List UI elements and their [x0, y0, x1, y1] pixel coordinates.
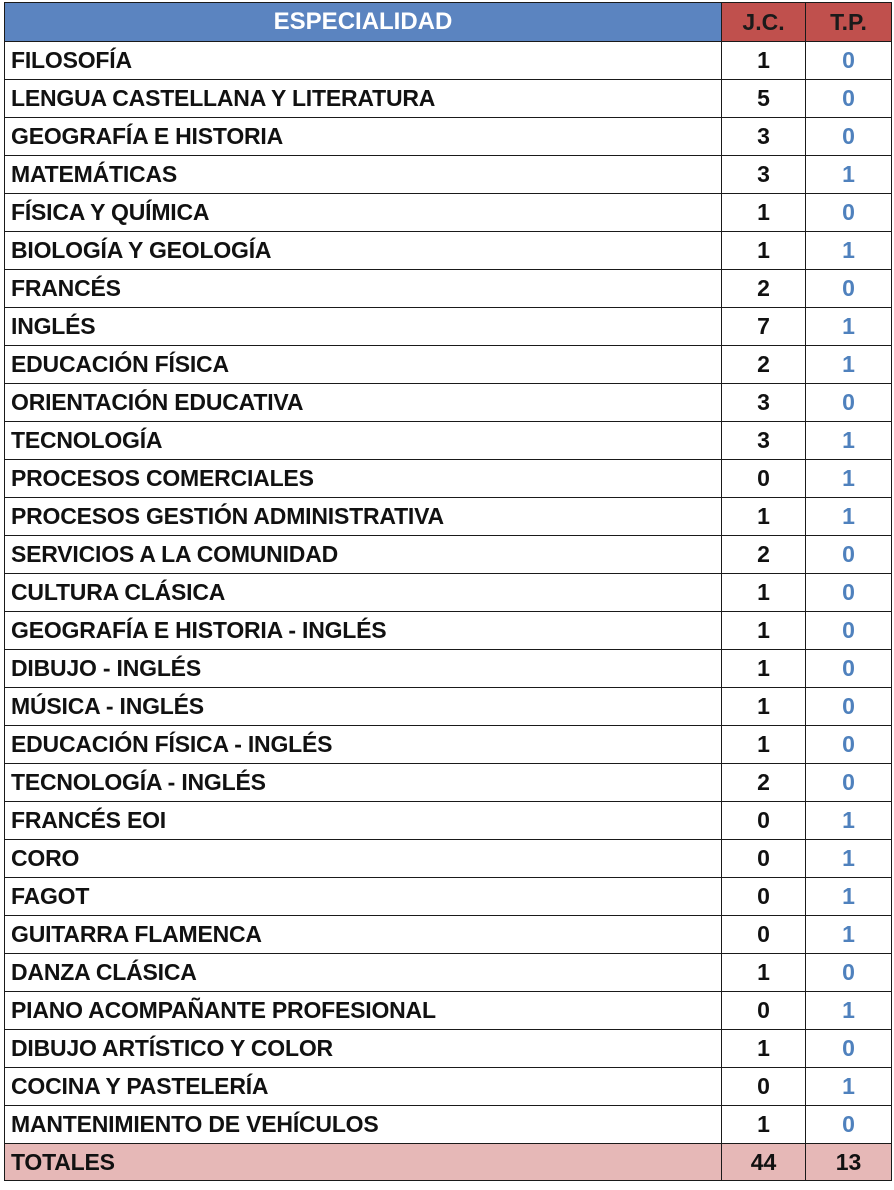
especialidad-table: [4, 2, 892, 1181]
especialidad-cell: INGLÉS: [5, 308, 722, 346]
table-row: [5, 916, 892, 954]
jc-cell: 2: [722, 536, 806, 574]
table-row: [5, 384, 892, 422]
tp-cell: 0: [806, 118, 892, 156]
table-row: [5, 80, 892, 118]
table-row: [5, 422, 892, 460]
jc-cell: 3: [722, 384, 806, 422]
table-row: [5, 726, 892, 764]
especialidad-cell: PROCESOS GESTIÓN ADMINISTRATIVA: [5, 498, 722, 536]
table-row: [5, 650, 892, 688]
especialidad-cell: ORIENTACIÓN EDUCATIVA: [5, 384, 722, 422]
jc-cell: 7: [722, 308, 806, 346]
tp-cell: 0: [806, 536, 892, 574]
jc-cell: 2: [722, 764, 806, 802]
especialidad-cell: DIBUJO - INGLÉS: [5, 650, 722, 688]
tp-cell: 1: [806, 840, 892, 878]
table-body: [5, 42, 892, 1144]
jc-cell: 2: [722, 270, 806, 308]
jc-cell: 0: [722, 916, 806, 954]
jc-cell: 1: [722, 232, 806, 270]
jc-cell: 0: [722, 992, 806, 1030]
jc-cell: 0: [722, 802, 806, 840]
tp-cell: 1: [806, 916, 892, 954]
jc-cell: 1: [722, 194, 806, 232]
table-row: [5, 954, 892, 992]
especialidad-cell: TECNOLOGÍA - INGLÉS: [5, 764, 722, 802]
totals-jc: 44: [722, 1144, 806, 1181]
jc-cell: 0: [722, 878, 806, 916]
especialidad-cell: TECNOLOGÍA: [5, 422, 722, 460]
table-row: [5, 840, 892, 878]
table-row: [5, 536, 892, 574]
table-row: [5, 1068, 892, 1106]
tp-cell: 1: [806, 156, 892, 194]
especialidad-cell: GUITARRA FLAMENCA: [5, 916, 722, 954]
especialidad-cell: PROCESOS COMERCIALES: [5, 460, 722, 498]
especialidad-cell: CORO: [5, 840, 722, 878]
jc-cell: 0: [722, 840, 806, 878]
table-row: [5, 612, 892, 650]
tp-cell: 1: [806, 992, 892, 1030]
tp-cell: 0: [806, 764, 892, 802]
jc-cell: 1: [722, 612, 806, 650]
tp-cell: 0: [806, 726, 892, 764]
jc-cell: 1: [722, 726, 806, 764]
jc-cell: 1: [722, 1106, 806, 1144]
jc-cell: 1: [722, 498, 806, 536]
especialidad-cell: FRANCÉS: [5, 270, 722, 308]
totals-row: [5, 1144, 892, 1181]
jc-cell: 2: [722, 346, 806, 384]
table-row: [5, 992, 892, 1030]
especialidad-cell: GEOGRAFÍA E HISTORIA: [5, 118, 722, 156]
jc-cell: 3: [722, 422, 806, 460]
totals-label: TOTALES: [5, 1144, 722, 1181]
especialidad-cell: EDUCACIÓN FÍSICA: [5, 346, 722, 384]
especialidad-cell: COCINA Y PASTELERÍA: [5, 1068, 722, 1106]
jc-cell: 1: [722, 574, 806, 612]
tp-cell: 0: [806, 42, 892, 80]
especialidad-cell: MATEMÁTICAS: [5, 156, 722, 194]
header-jc: J.C.: [722, 3, 806, 42]
table-row: [5, 498, 892, 536]
tp-cell: 1: [806, 498, 892, 536]
table-row: [5, 802, 892, 840]
jc-cell: 3: [722, 118, 806, 156]
jc-cell: 0: [722, 1068, 806, 1106]
especialidad-cell: CULTURA CLÁSICA: [5, 574, 722, 612]
table-row: [5, 118, 892, 156]
tp-cell: 0: [806, 80, 892, 118]
especialidad-cell: MÚSICA - INGLÉS: [5, 688, 722, 726]
header-especialidad: ESPECIALIDAD: [5, 3, 722, 42]
table-row: [5, 1030, 892, 1068]
jc-cell: 1: [722, 42, 806, 80]
table-row: [5, 194, 892, 232]
especialidad-cell: FRANCÉS EOI: [5, 802, 722, 840]
tp-cell: 0: [806, 194, 892, 232]
jc-cell: 1: [722, 1030, 806, 1068]
table-row: [5, 460, 892, 498]
especialidad-cell: FAGOT: [5, 878, 722, 916]
tp-cell: 1: [806, 878, 892, 916]
jc-cell: 1: [722, 954, 806, 992]
tp-cell: 0: [806, 954, 892, 992]
table-row: [5, 878, 892, 916]
tp-cell: 0: [806, 384, 892, 422]
header-tp: T.P.: [806, 3, 892, 42]
tp-cell: 1: [806, 422, 892, 460]
tp-cell: 1: [806, 460, 892, 498]
especialidad-cell: FÍSICA Y QUÍMICA: [5, 194, 722, 232]
jc-cell: 1: [722, 650, 806, 688]
table-row: [5, 688, 892, 726]
tp-cell: 1: [806, 802, 892, 840]
tp-cell: 1: [806, 346, 892, 384]
tp-cell: 0: [806, 1030, 892, 1068]
tp-cell: 0: [806, 650, 892, 688]
tp-cell: 0: [806, 688, 892, 726]
header-row: [5, 3, 892, 42]
table-row: [5, 232, 892, 270]
especialidad-cell: LENGUA CASTELLANA Y LITERATURA: [5, 80, 722, 118]
jc-cell: 1: [722, 688, 806, 726]
jc-cell: 3: [722, 156, 806, 194]
tp-cell: 0: [806, 1106, 892, 1144]
especialidad-cell: GEOGRAFÍA E HISTORIA - INGLÉS: [5, 612, 722, 650]
especialidad-cell: FILOSOFÍA: [5, 42, 722, 80]
table-row: [5, 764, 892, 802]
especialidad-cell: PIANO ACOMPAÑANTE PROFESIONAL: [5, 992, 722, 1030]
jc-cell: 0: [722, 460, 806, 498]
especialidad-cell: DIBUJO ARTÍSTICO Y COLOR: [5, 1030, 722, 1068]
table-row: [5, 574, 892, 612]
especialidad-cell: BIOLOGÍA Y GEOLOGÍA: [5, 232, 722, 270]
table-row: [5, 1106, 892, 1144]
tp-cell: 0: [806, 270, 892, 308]
jc-cell: 5: [722, 80, 806, 118]
tp-cell: 0: [806, 574, 892, 612]
tp-cell: 1: [806, 232, 892, 270]
especialidad-cell: SERVICIOS A LA COMUNIDAD: [5, 536, 722, 574]
totals-tp: 13: [806, 1144, 892, 1181]
tp-cell: 1: [806, 308, 892, 346]
table-row: [5, 156, 892, 194]
table-row: [5, 346, 892, 384]
table-row: [5, 270, 892, 308]
tp-cell: 0: [806, 612, 892, 650]
especialidad-cell: MANTENIMIENTO DE VEHÍCULOS: [5, 1106, 722, 1144]
especialidad-cell: DANZA CLÁSICA: [5, 954, 722, 992]
tp-cell: 1: [806, 1068, 892, 1106]
table-row: [5, 308, 892, 346]
table-row: [5, 42, 892, 80]
especialidad-cell: EDUCACIÓN FÍSICA - INGLÉS: [5, 726, 722, 764]
